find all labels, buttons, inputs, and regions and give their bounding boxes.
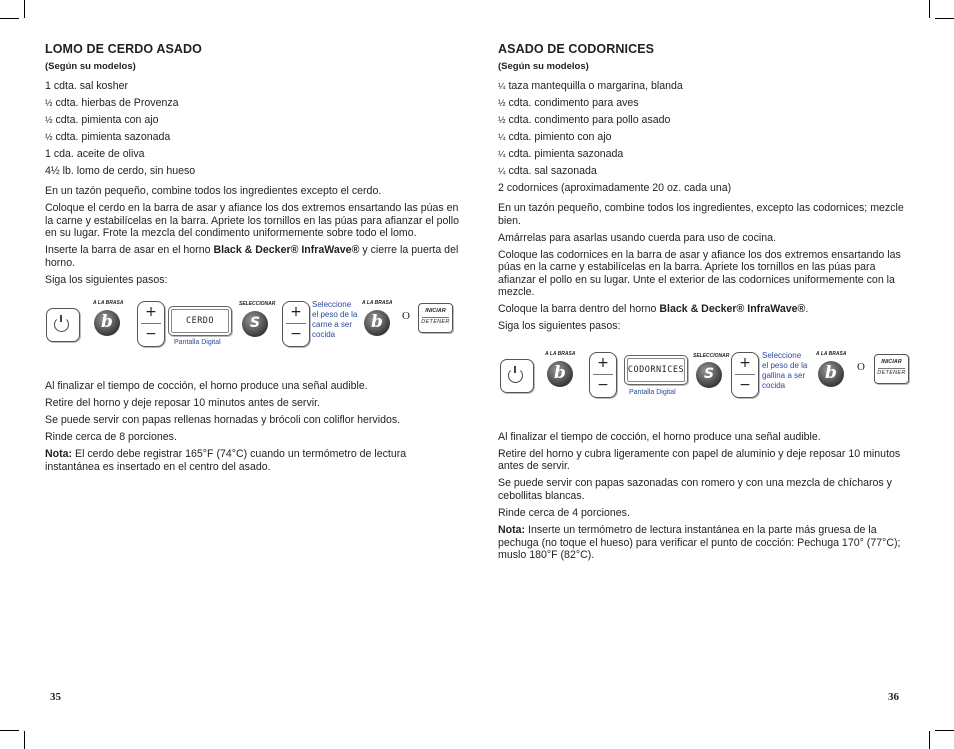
instruction: En un tazón pequeño, combine todos los ingredientes, excepto las codornices; mezcle bien.	[498, 202, 904, 227]
instruction: Retire del horno y cubra ligeramente con papel de aluminio y deje reposar 10 minutos antes de servir.	[498, 447, 901, 473]
instruction: Se puede servir con papas rellenas hornadas y brócoli con coliflor hervidos.	[45, 414, 401, 427]
or-label: O	[402, 310, 410, 323]
page-number: 36	[888, 691, 899, 703]
page-number: 35	[50, 691, 61, 703]
instruction: Siga los siguientes pasos:	[498, 320, 621, 333]
stop-label: DETENER	[877, 369, 906, 376]
broil-button: b	[94, 310, 120, 336]
note: Nota: El cerdo debe registrar 165°F (74°C) cuando un termómetro de lectura instantánea es insertado en el centro del asado.	[45, 448, 407, 473]
display-caption: Pantalla Digital	[174, 339, 221, 347]
broil-label: A LA BRASA	[816, 350, 847, 357]
broil-button: b	[818, 361, 844, 387]
power-icon	[508, 368, 523, 383]
crop-mark	[935, 18, 954, 19]
plus-icon: +	[145, 304, 157, 321]
plus-minus-button	[731, 352, 759, 398]
stop-label: DETENER	[421, 319, 450, 326]
weight-instruction: Seleccione el peso de la gallina a ser cocida	[762, 350, 808, 390]
digital-display: CERDO	[168, 306, 232, 336]
ingredient: 1 cdta. sal kosher	[45, 80, 129, 92]
instruction: Coloque la barra dentro del horno Black & Decker® InfraWave®.	[498, 303, 809, 316]
power-button	[500, 359, 534, 393]
instruction: En un tazón pequeño, combine todos los ingredientes excepto el cerdo.	[45, 185, 382, 197]
recipe-roast-quail	[498, 42, 910, 566]
crop-mark	[929, 0, 930, 18]
minus-icon: −	[597, 376, 609, 393]
instruction: Se puede servir con papas sazonadas con romero y con una mezcla de chícharos y cebollitas blancas.	[498, 477, 892, 503]
control-panel-diagram	[45, 296, 460, 358]
minus-icon: −	[290, 326, 302, 343]
crop-mark	[935, 730, 954, 731]
instruction: Amárrelas para asarlas usando cuerda para uso de cocina.	[498, 231, 776, 244]
instruction: Coloque el cerdo en la barra de asar y afiance los dos extremos ensartando las púas en la carne y estabilícelas en la barra. Apriete los tornillos en las púas para afianzar el pollo en su lugar. Frote la mezcla del condimento uniformemente sobre todo el lomo.	[45, 201, 459, 240]
minus-icon: −	[145, 326, 157, 343]
select-button: S	[696, 362, 722, 388]
crop-mark	[0, 18, 19, 19]
ingredient: ½ cdta. condimento para aves	[498, 97, 639, 109]
instruction: Siga los siguientes pasos:	[45, 273, 168, 286]
ingredient: ½ cdta. pimienta con ajo	[45, 114, 159, 126]
ingredient: 2 codornices (aproximadamente 20 oz. cada una)	[498, 182, 732, 194]
start-label: INICIAR	[425, 308, 446, 315]
ingredient: ½ cdta. hierbas de Provenza	[45, 97, 179, 109]
crop-mark	[24, 731, 25, 749]
plus-minus-button	[589, 352, 617, 398]
instruction: Inserte la barra de asar en el horno Black & Decker® InfraWave® y cierre la puerta del horno.	[45, 244, 459, 269]
recipe-subtitle: (Según su modelos)	[45, 61, 136, 72]
ingredient: ¼ taza mantequilla o margarina, blanda	[498, 80, 683, 92]
instruction: Retire del horno y deje reposar 10 minutos antes de servir.	[45, 397, 320, 410]
recipe-subtitle: (Según su modelos)	[498, 61, 589, 72]
recipe-title: LOMO DE CERDO ASADO	[45, 42, 202, 56]
ingredient-list	[498, 78, 910, 197]
minus-icon: −	[739, 376, 751, 393]
broil-label: A LA BRASA	[545, 350, 576, 357]
broil-button: b	[547, 361, 573, 387]
or-label: O	[857, 360, 865, 373]
crop-mark	[929, 731, 930, 749]
broil-button: b	[364, 310, 390, 336]
display-caption: Pantalla Digital	[629, 388, 676, 396]
recipe-pork-loin	[45, 42, 460, 478]
ingredient: ¼ cdta. pimiento con ajo	[498, 131, 612, 143]
broil-label: A LA BRASA	[362, 300, 393, 307]
note: Nota: Inserte un termómetro de lectura instantánea en la parte más gruesa de la pechuga (no toque el hueso) para verificar el punto de cocción: Pechuga 170° (77°C); muslo 180°F (82°C).	[498, 524, 901, 562]
plus-icon: +	[739, 354, 751, 371]
instruction: Al finalizar el tiempo de cocción, el horno produce una señal audible.	[498, 430, 821, 443]
start-label: INICIAR	[881, 358, 902, 365]
instruction: Rinde cerca de 4 porciones.	[498, 507, 630, 520]
plus-minus-button	[282, 301, 310, 347]
ingredient: ½ cdta. condimento para pollo asado	[498, 114, 671, 126]
crop-mark	[24, 0, 25, 18]
ingredient: 4½ lb. lomo de cerdo, sin hueso	[45, 165, 196, 177]
select-button: S	[242, 311, 268, 337]
power-button	[46, 308, 80, 342]
start-stop-button	[418, 303, 453, 333]
start-stop-button	[874, 354, 909, 384]
ingredient: ¼ cdta. pimienta sazonada	[498, 148, 624, 160]
ingredient-list	[45, 78, 460, 180]
select-label: SELECCIONAR	[693, 352, 730, 359]
recipe-title: ASADO DE CODORNICES	[498, 42, 655, 56]
power-icon	[54, 317, 69, 332]
digital-display: CODORNICES	[624, 355, 688, 385]
plus-minus-button	[137, 301, 165, 347]
instruction: Coloque las codornices en la barra de asar y afiance los dos extremos ensartando las púas en la carne y estabilícelas en la barra. Apriete los tornillos en las púas para afianzar el pollo en su lugar. Unte el exterior de las codornices uniformemente con la mezcle.	[498, 248, 901, 299]
instruction: Rinde cerca de 8 porciones.	[45, 431, 177, 444]
plus-icon: +	[597, 354, 609, 371]
plus-icon: +	[290, 304, 302, 321]
ingredient: 1 cda. aceite de oliva	[45, 148, 145, 160]
weight-instruction: Seleccione el peso de la carne a ser cocida	[312, 300, 358, 340]
control-panel-diagram	[498, 347, 910, 409]
broil-label: A LA BRASA	[93, 300, 124, 307]
ingredient: ½ cdta. pimienta sazonada	[45, 131, 171, 143]
crop-mark	[0, 730, 19, 731]
select-label: SELECCIONAR	[239, 301, 276, 308]
ingredient: ¼ cdta. sal sazonada	[498, 165, 597, 177]
instruction: Al finalizar el tiempo de cocción, el horno produce una señal audible.	[45, 380, 368, 393]
